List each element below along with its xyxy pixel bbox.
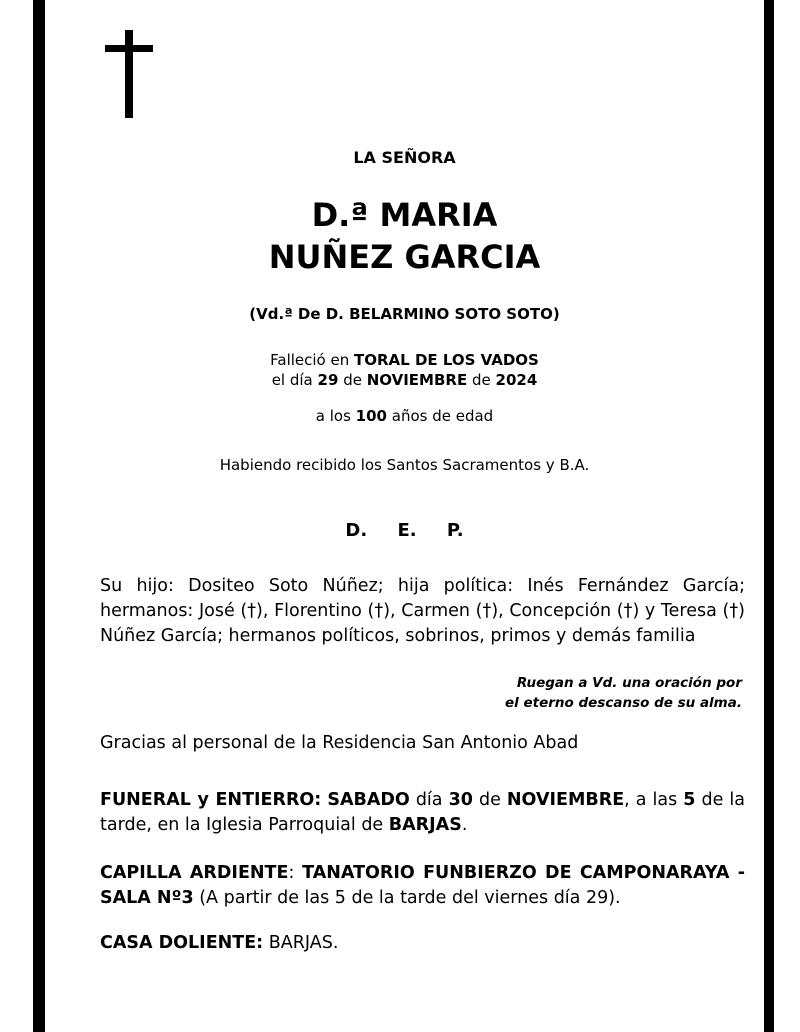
death-info (45, 350, 764, 390)
widow-of: (Vd.ª De D. BELARMINO SOTO SOTO) (249, 305, 560, 323)
deceased-name-line1: D.ª MARIA (311, 196, 498, 234)
death-month: NOVIEMBRE (366, 371, 468, 389)
left-border (33, 0, 45, 1032)
prayer-request: Ruegan a Vd. una oración por el eterno descanso de su alma. (505, 675, 742, 711)
dep-heading: D. E. P. (345, 520, 464, 541)
death-place-line: Falleció en TORAL DE LOS VADOS (270, 351, 539, 369)
title-la-senora: LA SEÑORA (353, 148, 456, 167)
family-paragraph: Su hijo: Dositeo Soto Núñez; hija política: Inés Fernández García; hermanos: José (†), Florentino (†), Carmen (†), Concepción (†) y Teresa (†) Núñez García; hermanos políticos, sobrinos, primos y demás familia (100, 576, 745, 646)
death-place: TORAL DE LOS VADOS (354, 351, 539, 369)
death-day: 29 (317, 371, 339, 389)
chapel-paragraph: CAPILLA ARDIENTE: TANATORIO FUNBIERZO DE CAMPONARAYA - SALA Nº3 (A partir de las 5 de la tarde del viernes día 29). (100, 863, 745, 908)
house-paragraph: CASA DOLIENTE: BARJAS. (100, 933, 339, 953)
deceased-name (45, 194, 764, 278)
cross-icon (105, 30, 153, 118)
funeral-paragraph: FUNERAL y ENTIERRO: SABADO día 30 de NOVIEMBRE, a las 5 de la tarde, en la Iglesia Parroquial de BARJAS. (100, 790, 745, 835)
thanks-line: Gracias al personal de la Residencia San Antonio Abad (100, 733, 579, 753)
deceased-name-line2: NUÑEZ GARCIA (268, 238, 541, 276)
age-value: 100 (355, 407, 387, 425)
sacraments-line: Habiendo recibido los Santos Sacramentos y B.A. (219, 456, 590, 474)
age-line: a los 100 años de edad (315, 407, 494, 425)
death-date-line: el día 29 de NOVIEMBRE de 2024 (271, 371, 538, 389)
right-border (764, 0, 774, 1032)
death-year: 2024 (495, 371, 538, 389)
